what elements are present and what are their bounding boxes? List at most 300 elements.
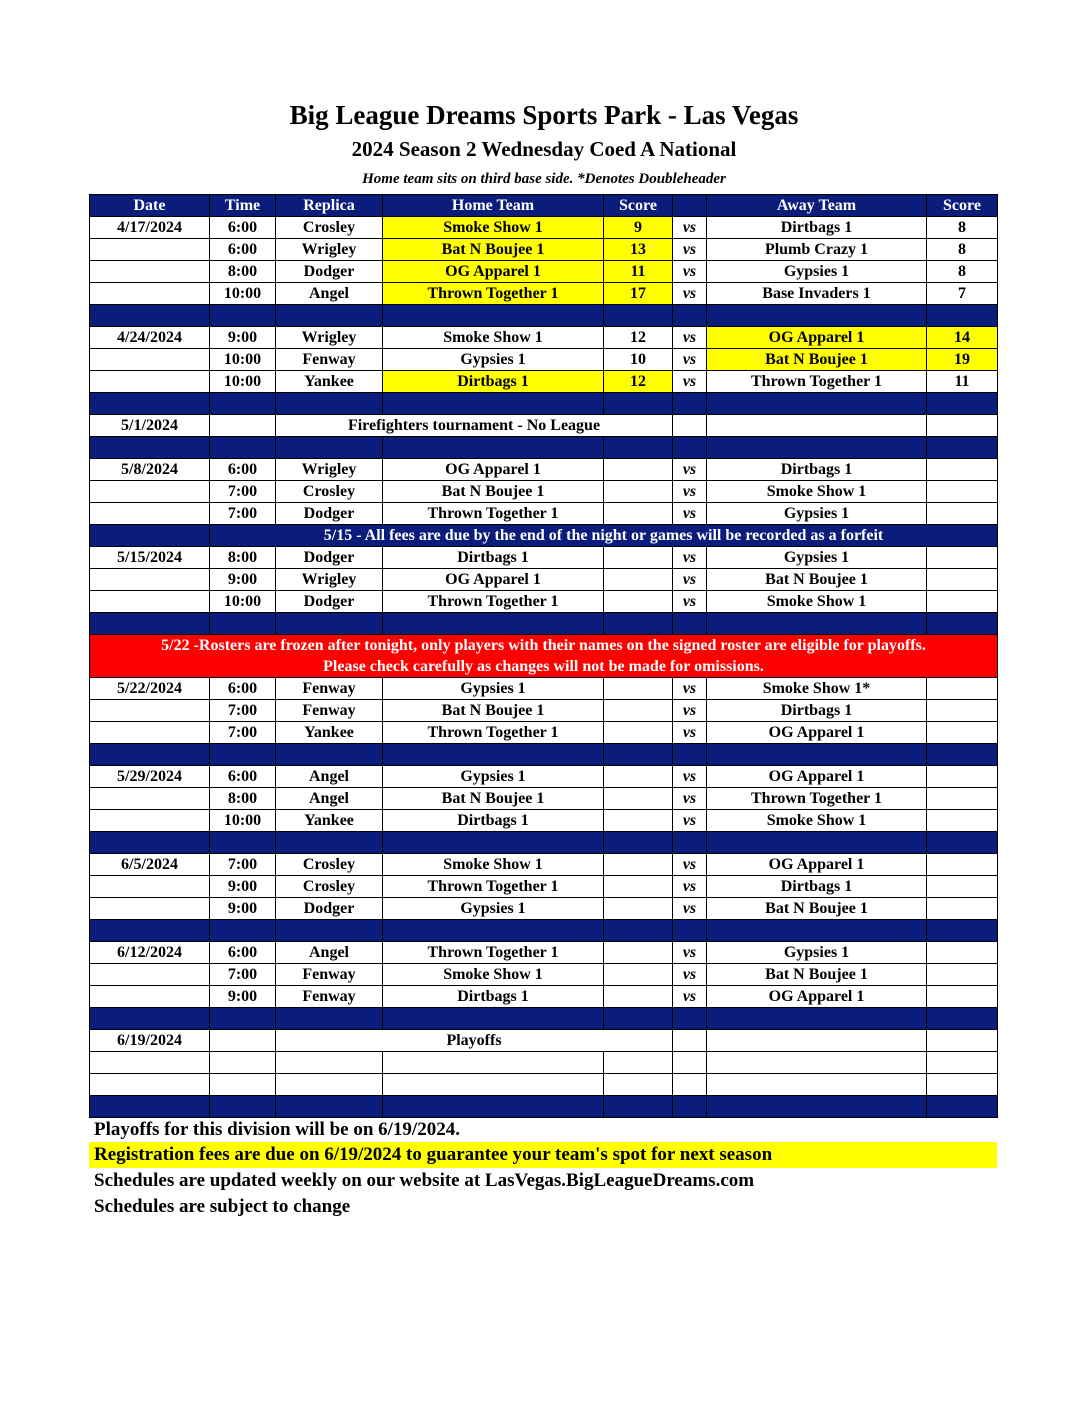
home-score: 17 <box>604 283 673 305</box>
game-date: 5/22/2024 <box>90 678 210 700</box>
empty-cell <box>707 1052 927 1074</box>
separator-cell <box>604 920 673 942</box>
separator-cell <box>673 1008 707 1030</box>
separator-cell <box>90 1096 210 1118</box>
away-team: Thrown Together 1 <box>707 371 927 393</box>
game-field: Fenway <box>276 964 383 986</box>
home-team: Dirtbags 1 <box>383 547 604 569</box>
away-team: Plumb Crazy 1 <box>707 239 927 261</box>
separator-cell <box>210 1008 276 1030</box>
away-score <box>927 459 998 481</box>
separator-cell <box>276 1096 383 1118</box>
away-team: Dirtbags 1 <box>707 700 927 722</box>
away-team: OG Apparel 1 <box>707 766 927 788</box>
separator-cell <box>673 305 707 327</box>
home-team: Gypsies 1 <box>383 349 604 371</box>
home-score: 12 <box>604 327 673 349</box>
game-field: Angel <box>276 788 383 810</box>
game-date: 4/24/2024 <box>90 327 210 349</box>
table-row <box>90 678 998 700</box>
game-field: Dodger <box>276 591 383 613</box>
table-row <box>90 700 998 722</box>
separator-cell <box>276 1008 383 1030</box>
schedule-table <box>89 194 998 1118</box>
home-score <box>604 678 673 700</box>
vs-label: vs <box>673 371 707 393</box>
vs-label: vs <box>673 283 707 305</box>
separator-cell <box>673 393 707 415</box>
separator-row <box>90 832 998 854</box>
vs-label: vs <box>673 481 707 503</box>
separator-cell <box>927 437 998 459</box>
separator-cell <box>707 1096 927 1118</box>
game-field: Yankee <box>276 722 383 744</box>
table-row <box>90 788 998 810</box>
away-score <box>927 898 998 920</box>
away-team: OG Apparel 1 <box>707 327 927 349</box>
vs-label: vs <box>673 986 707 1008</box>
home-score <box>604 986 673 1008</box>
page-title: Big League Dreams Sports Park - Las Vegas <box>289 100 799 130</box>
separator-cell <box>707 1008 927 1030</box>
away-team: Gypsies 1 <box>707 942 927 964</box>
game-time: 6:00 <box>210 678 276 700</box>
separator-cell <box>707 305 927 327</box>
col-header-date: Date <box>90 195 210 217</box>
separator-cell <box>383 305 604 327</box>
game-date <box>90 283 210 305</box>
separator-cell <box>383 920 604 942</box>
home-score <box>604 964 673 986</box>
game-time: 10:00 <box>210 591 276 613</box>
empty-cell <box>383 1074 604 1096</box>
separator-cell <box>210 393 276 415</box>
game-date <box>90 986 210 1008</box>
home-team: Smoke Show 1 <box>383 217 604 239</box>
separator-cell <box>673 437 707 459</box>
home-score <box>604 766 673 788</box>
away-score <box>927 591 998 613</box>
table-row <box>90 327 998 349</box>
game-field: Dodger <box>276 261 383 283</box>
separator-cell <box>707 832 927 854</box>
separator-cell <box>604 305 673 327</box>
game-date: 5/29/2024 <box>90 766 210 788</box>
empty-cell <box>673 415 707 437</box>
table-row <box>90 283 998 305</box>
game-field: Angel <box>276 283 383 305</box>
home-team: OG Apparel 1 <box>383 459 604 481</box>
separator-cell <box>927 613 998 635</box>
away-score <box>927 766 998 788</box>
away-score <box>927 788 998 810</box>
empty-cell <box>707 1030 927 1052</box>
roster-alert-row <box>90 635 998 678</box>
separator-cell <box>210 305 276 327</box>
separator-cell <box>604 744 673 766</box>
game-date <box>90 722 210 744</box>
away-team: Smoke Show 1 <box>707 481 927 503</box>
table-row <box>90 986 998 1008</box>
home-score <box>604 810 673 832</box>
empty-cell <box>927 1030 998 1052</box>
empty-cell <box>707 415 927 437</box>
separator-cell <box>90 744 210 766</box>
vs-label: vs <box>673 569 707 591</box>
game-date <box>90 876 210 898</box>
vs-label: vs <box>673 700 707 722</box>
home-team: Dirtbags 1 <box>383 371 604 393</box>
game-field: Yankee <box>276 371 383 393</box>
away-score <box>927 722 998 744</box>
vs-label: vs <box>673 942 707 964</box>
away-score <box>927 942 998 964</box>
separator-cell <box>276 393 383 415</box>
game-time: 6:00 <box>210 239 276 261</box>
game-time: 10:00 <box>210 371 276 393</box>
separator-cell <box>90 1008 210 1030</box>
home-team: Dirtbags 1 <box>383 986 604 1008</box>
away-score <box>927 810 998 832</box>
separator-cell <box>927 920 998 942</box>
separator-cell <box>707 437 927 459</box>
empty-cell <box>604 1052 673 1074</box>
game-time: 9:00 <box>210 876 276 898</box>
vs-label: vs <box>673 766 707 788</box>
separator-cell <box>927 1096 998 1118</box>
col-header-away-score: Score <box>927 195 998 217</box>
vs-label: vs <box>673 261 707 283</box>
empty-cell <box>707 1074 927 1096</box>
notice-blank <box>90 525 210 547</box>
separator-cell <box>383 832 604 854</box>
separator-cell <box>210 613 276 635</box>
away-team: Dirtbags 1 <box>707 459 927 481</box>
game-time: 10:00 <box>210 810 276 832</box>
game-field: Crosley <box>276 876 383 898</box>
game-field: Yankee <box>276 810 383 832</box>
separator-cell <box>90 832 210 854</box>
game-date <box>90 569 210 591</box>
away-score <box>927 854 998 876</box>
home-score <box>604 722 673 744</box>
table-row <box>90 898 998 920</box>
away-team: Smoke Show 1* <box>707 678 927 700</box>
empty-cell <box>210 415 276 437</box>
game-time: 9:00 <box>210 986 276 1008</box>
home-team: OG Apparel 1 <box>383 569 604 591</box>
event-row <box>90 415 998 437</box>
game-field: Crosley <box>276 217 383 239</box>
home-score: 11 <box>604 261 673 283</box>
col-header-home-team: Home Team <box>383 195 604 217</box>
home-team: Gypsies 1 <box>383 678 604 700</box>
empty-cell <box>604 1074 673 1096</box>
vs-label: vs <box>673 327 707 349</box>
game-field: Dodger <box>276 547 383 569</box>
game-time: 7:00 <box>210 964 276 986</box>
home-score <box>604 788 673 810</box>
separator-cell <box>383 437 604 459</box>
table-row <box>90 261 998 283</box>
away-score <box>927 569 998 591</box>
game-date <box>90 481 210 503</box>
game-time: 7:00 <box>210 481 276 503</box>
separator-cell <box>604 1008 673 1030</box>
home-score <box>604 569 673 591</box>
vs-label: vs <box>673 349 707 371</box>
separator-cell <box>673 920 707 942</box>
separator-row <box>90 1096 998 1118</box>
separator-row <box>90 920 998 942</box>
table-row <box>90 547 998 569</box>
table-row <box>90 217 998 239</box>
event-date: 5/1/2024 <box>90 415 210 437</box>
game-date: 5/8/2024 <box>90 459 210 481</box>
game-field: Angel <box>276 942 383 964</box>
separator-cell <box>707 920 927 942</box>
separator-cell <box>604 393 673 415</box>
game-date: 4/17/2024 <box>90 217 210 239</box>
event-date: 6/19/2024 <box>90 1030 210 1052</box>
game-date <box>90 898 210 920</box>
away-score <box>927 986 998 1008</box>
away-team: Bat N Boujee 1 <box>707 898 927 920</box>
game-time: 6:00 <box>210 766 276 788</box>
home-score: 9 <box>604 217 673 239</box>
separator-cell <box>276 613 383 635</box>
vs-label: vs <box>673 898 707 920</box>
home-score <box>604 700 673 722</box>
table-row <box>90 722 998 744</box>
vs-label: vs <box>673 876 707 898</box>
roster-alert-line1: 5/22 -Rosters are frozen after tonight, only players with their names on the signed roster are eligible for playoffs. <box>161 637 926 654</box>
vs-label: vs <box>673 722 707 744</box>
away-score <box>927 964 998 986</box>
game-field: Dodger <box>276 898 383 920</box>
game-time: 9:00 <box>210 569 276 591</box>
separator-cell <box>276 832 383 854</box>
home-score <box>604 898 673 920</box>
vs-label: vs <box>673 788 707 810</box>
separator-row <box>90 393 998 415</box>
away-team: Gypsies 1 <box>707 503 927 525</box>
game-date <box>90 239 210 261</box>
home-score <box>604 854 673 876</box>
home-team: OG Apparel 1 <box>383 261 604 283</box>
separator-cell <box>927 832 998 854</box>
table-row <box>90 459 998 481</box>
table-row <box>90 481 998 503</box>
game-field: Fenway <box>276 678 383 700</box>
separator-cell <box>383 744 604 766</box>
separator-row <box>90 744 998 766</box>
vs-label: vs <box>673 854 707 876</box>
home-score: 10 <box>604 349 673 371</box>
separator-cell <box>276 305 383 327</box>
game-time: 7:00 <box>210 503 276 525</box>
separator-row <box>90 305 998 327</box>
col-header-away-team: Away Team <box>707 195 927 217</box>
separator-cell <box>927 1008 998 1030</box>
game-date <box>90 503 210 525</box>
away-team: Dirtbags 1 <box>707 217 927 239</box>
home-score: 12 <box>604 371 673 393</box>
home-score <box>604 547 673 569</box>
separator-cell <box>673 613 707 635</box>
col-header-vs <box>673 195 707 217</box>
home-team: Gypsies 1 <box>383 766 604 788</box>
vs-label: vs <box>673 547 707 569</box>
blank-row <box>90 1052 998 1074</box>
home-team: Smoke Show 1 <box>383 854 604 876</box>
game-time: 8:00 <box>210 547 276 569</box>
game-field: Wrigley <box>276 239 383 261</box>
game-date <box>90 788 210 810</box>
table-row <box>90 876 998 898</box>
separator-cell <box>383 393 604 415</box>
separator-cell <box>90 393 210 415</box>
away-score: 11 <box>927 371 998 393</box>
game-time: 8:00 <box>210 261 276 283</box>
separator-cell <box>210 744 276 766</box>
table-row <box>90 349 998 371</box>
game-time: 7:00 <box>210 722 276 744</box>
table-row <box>90 810 998 832</box>
separator-cell <box>707 613 927 635</box>
home-team: Thrown Together 1 <box>383 876 604 898</box>
home-score <box>604 459 673 481</box>
col-header-home-score: Score <box>604 195 673 217</box>
game-date <box>90 964 210 986</box>
separator-cell <box>90 305 210 327</box>
away-team: Bat N Boujee 1 <box>707 569 927 591</box>
away-score: 8 <box>927 239 998 261</box>
separator-cell <box>383 1008 604 1030</box>
empty-cell <box>673 1030 707 1052</box>
fees-notice-text: 5/15 - All fees are due by the end of the night or games will be recorded as a forfeit <box>210 525 998 547</box>
away-team: Base Invaders 1 <box>707 283 927 305</box>
away-score: 19 <box>927 349 998 371</box>
game-field: Fenway <box>276 349 383 371</box>
separator-cell <box>90 437 210 459</box>
home-team: Thrown Together 1 <box>383 722 604 744</box>
separator-cell <box>604 1096 673 1118</box>
away-score <box>927 700 998 722</box>
away-team: Bat N Boujee 1 <box>707 349 927 371</box>
col-header-replica: Replica <box>276 195 383 217</box>
separator-cell <box>276 744 383 766</box>
table-row <box>90 964 998 986</box>
separator-cell <box>927 744 998 766</box>
game-time: 6:00 <box>210 459 276 481</box>
away-team: OG Apparel 1 <box>707 986 927 1008</box>
separator-cell <box>604 832 673 854</box>
footer-registration-note: Registration fees are due on 6/19/2024 to guarantee your team's spot for next season <box>89 1142 997 1168</box>
empty-cell <box>210 1030 276 1052</box>
event-text: Firefighters tournament - No League <box>276 415 673 437</box>
away-team: Gypsies 1 <box>707 261 927 283</box>
home-team: Bat N Boujee 1 <box>383 481 604 503</box>
empty-cell <box>383 1052 604 1074</box>
separator-cell <box>383 613 604 635</box>
game-time: 9:00 <box>210 898 276 920</box>
home-team: Bat N Boujee 1 <box>383 239 604 261</box>
game-field: Dodger <box>276 503 383 525</box>
home-score <box>604 942 673 964</box>
blank-row <box>90 1074 998 1096</box>
game-date <box>90 261 210 283</box>
footer-website-note: Schedules are updated weekly on our website at LasVegas.BigLeagueDreams.com <box>94 1170 755 1191</box>
game-field: Angel <box>276 766 383 788</box>
roster-alert-line2: Please check carefully as changes will not be made for omissions. <box>323 658 764 675</box>
empty-cell <box>90 1074 210 1096</box>
playoff-row <box>90 1030 998 1052</box>
schedule-note: Home team sits on third base side. *Denotes Doubleheader <box>362 171 726 187</box>
table-row <box>90 371 998 393</box>
separator-cell <box>673 1096 707 1118</box>
game-time: 7:00 <box>210 700 276 722</box>
away-team: Smoke Show 1 <box>707 591 927 613</box>
away-team: Gypsies 1 <box>707 547 927 569</box>
separator-cell <box>276 920 383 942</box>
game-field: Wrigley <box>276 569 383 591</box>
page-subtitle: 2024 Season 2 Wednesday Coed A National <box>351 137 737 161</box>
away-team: Dirtbags 1 <box>707 876 927 898</box>
home-team: Smoke Show 1 <box>383 964 604 986</box>
away-team: Thrown Together 1 <box>707 788 927 810</box>
game-date <box>90 591 210 613</box>
game-date <box>90 349 210 371</box>
away-score: 14 <box>927 327 998 349</box>
game-date <box>90 810 210 832</box>
separator-cell <box>210 1096 276 1118</box>
home-team: Thrown Together 1 <box>383 942 604 964</box>
vs-label: vs <box>673 964 707 986</box>
separator-row <box>90 613 998 635</box>
away-team: Smoke Show 1 <box>707 810 927 832</box>
separator-cell <box>210 920 276 942</box>
game-field: Wrigley <box>276 327 383 349</box>
table-row <box>90 239 998 261</box>
game-date <box>90 700 210 722</box>
game-time: 10:00 <box>210 349 276 371</box>
table-row <box>90 766 998 788</box>
home-score <box>604 481 673 503</box>
fees-notice-row <box>90 525 998 547</box>
away-score: 7 <box>927 283 998 305</box>
away-score: 8 <box>927 217 998 239</box>
empty-cell <box>210 1052 276 1074</box>
empty-cell <box>927 415 998 437</box>
table-row <box>90 942 998 964</box>
game-time: 8:00 <box>210 788 276 810</box>
home-score: 13 <box>604 239 673 261</box>
game-date: 6/5/2024 <box>90 854 210 876</box>
vs-label: vs <box>673 678 707 700</box>
away-score <box>927 876 998 898</box>
separator-cell <box>90 613 210 635</box>
home-score <box>604 503 673 525</box>
vs-label: vs <box>673 239 707 261</box>
away-score <box>927 481 998 503</box>
empty-cell <box>210 1074 276 1096</box>
table-row <box>90 503 998 525</box>
empty-cell <box>90 1052 210 1074</box>
home-team: Thrown Together 1 <box>383 503 604 525</box>
home-team: Thrown Together 1 <box>383 283 604 305</box>
game-date: 5/15/2024 <box>90 547 210 569</box>
